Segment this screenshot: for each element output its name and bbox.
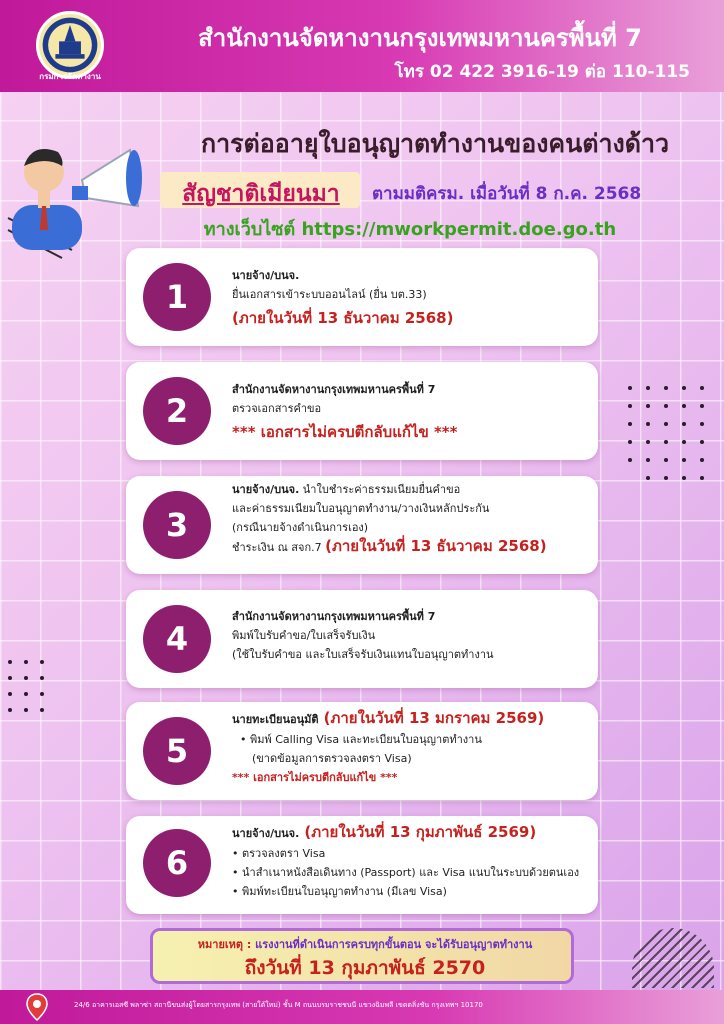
step-6-bullet-2: นำสำเนาหนังสือเดินทาง (Passport) และ Visa แนบในระบบด้วยตนเอง xyxy=(242,866,580,879)
step-6-bullet-3: พิมพ์ทะเบียนใบอนุญาตทำงาน (มีเลข Visa) xyxy=(242,885,447,898)
location-pin-icon xyxy=(26,993,48,1021)
step-3-deadline: (ภายในวันที่ 13 ธันวาคม 2568) xyxy=(325,537,547,555)
step-3-payment: ชำระเงิน ณ สจก.7 xyxy=(232,541,322,554)
cabinet-resolution: ตามมติครม. เมื่อวันที่ 8 ก.ค. 2568 xyxy=(372,184,642,204)
step-1-deadline: (ภายในวันที่ 13 ธันวาคม 2568) xyxy=(232,309,454,327)
step-5-bullet: พิมพ์ Calling Visa และทะเบียนใบอนุญาตทำงาน xyxy=(250,733,482,746)
note-label: หมายเหตุ : xyxy=(197,938,252,951)
logo-caption: กรมการจัดหางาน xyxy=(39,72,101,81)
step-text-6 xyxy=(232,820,592,901)
step-5-deadline: (ภายในวันที่ 13 มกราคม 2569) xyxy=(323,709,545,727)
note-body: แรงงานที่ดำเนินการครบทุกขั้นตอน จะได้รับอนุญาตทำงาน xyxy=(255,938,533,951)
step-3-condition: (กรณีนายจ้างดำเนินการเอง) xyxy=(232,521,369,534)
note-date: ถึงวันที่ 13 กุมภาพันธ์ 2570 xyxy=(244,957,486,979)
bullet-icon: • xyxy=(232,866,242,879)
step-6-deadline: (ภายในวันที่ 13 กุมภาพันธ์ 2569) xyxy=(304,823,537,841)
step-3-actor: นายจ้าง/บนจ. xyxy=(232,483,300,496)
note-text xyxy=(170,935,560,953)
step-number-4: 4 xyxy=(143,605,211,673)
emblem-icon xyxy=(39,14,101,76)
step-4-action: พิมพ์ใบรับคำขอ/ใบเสร็จรับเงิน xyxy=(232,629,376,642)
step-2-warning: *** เอกสารไม่ครบตีกลับแก้ไข *** xyxy=(232,423,458,441)
step-3-fees: และค่าธรรมเนียมใบอนุญาตทำงาน/วางเงินหลักประกัน xyxy=(232,502,490,515)
bullet-icon: • xyxy=(232,847,242,860)
website-link[interactable]: ทางเว็บไซต์ https://mworkpermit.doe.go.th xyxy=(203,219,617,240)
step-number-1: 1 xyxy=(143,263,211,331)
step-text-5 xyxy=(232,706,592,787)
decorative-stripes xyxy=(632,928,714,988)
step-5-actor: นายทะเบียนอนุมัติ xyxy=(232,713,319,726)
step-4-actor: สำนักงานจัดหางานกรุงเทพมหานครพื้นที่ 7 xyxy=(232,610,436,623)
step-number-3: 3 xyxy=(143,491,211,559)
bullet-icon: • xyxy=(232,885,242,898)
nationality: สัญชาติเมียนมา xyxy=(182,181,340,207)
department-logo xyxy=(36,11,104,79)
headline: การต่ออายุใบอนุญาตทำงานของคนต่างด้าว xyxy=(200,129,670,158)
office-phone: โทร 02 422 3916-19 ต่อ 110-115 xyxy=(394,62,690,82)
step-text-2 xyxy=(232,380,592,444)
step-5-warning: *** เอกสารไม่ครบตีกลับแก้ไข *** xyxy=(232,771,398,784)
step-2-action: ตรวจเอกสารคำขอ xyxy=(232,402,322,415)
step-6-bullet-1: ตรวจลงตรา Visa xyxy=(242,847,326,860)
bullet-icon: • xyxy=(240,733,250,746)
step-4-note: (ใช้ใบรับคำขอ และใบเสร็จรับเงินแทนใบอนุญาตทำงาน xyxy=(232,648,494,661)
step-number-6: 6 xyxy=(143,829,211,897)
step-text-1 xyxy=(232,266,592,330)
step-number-2: 2 xyxy=(143,377,211,445)
megaphone-mascot-icon xyxy=(2,110,152,260)
step-number-5: 5 xyxy=(143,717,211,785)
office-address: 24/6 อาคารเอสซี พลาซ่า สถานีขนส่งผู้โดยสารกรุงเทพ (สายใต้ใหม่) ชั้น M ถนนบรมราชชนนี แขวงฉิมพลี เขตตลิ่งชัน กรุงเทพฯ 10170 xyxy=(74,1001,483,1009)
step-6-actor: นายจ้าง/บนจ. xyxy=(232,827,300,840)
step-1-actor: นายจ้าง/บนจ. xyxy=(232,269,300,282)
step-1-action: ยื่นเอกสารเข้าระบบออนไลน์ (ยื่น บต.33) xyxy=(232,288,427,301)
office-title: สำนักงานจัดหางานกรุงเทพมหานครพื้นที่ 7 xyxy=(198,24,642,52)
step-text-3 xyxy=(232,480,592,557)
step-3-action: นำใบชำระค่าธรรมเนียมยื่นคำขอ xyxy=(299,483,461,496)
decorative-dots-right xyxy=(624,382,718,502)
step-text-4 xyxy=(232,607,592,664)
step-2-actor: สำนักงานจัดหางานกรุงเทพมหานครพื้นที่ 7 xyxy=(232,383,436,396)
step-5-sub: (ขาดข้อมูลการตรวจลงตรา Visa) xyxy=(252,752,412,765)
decorative-dots-left xyxy=(4,656,64,726)
